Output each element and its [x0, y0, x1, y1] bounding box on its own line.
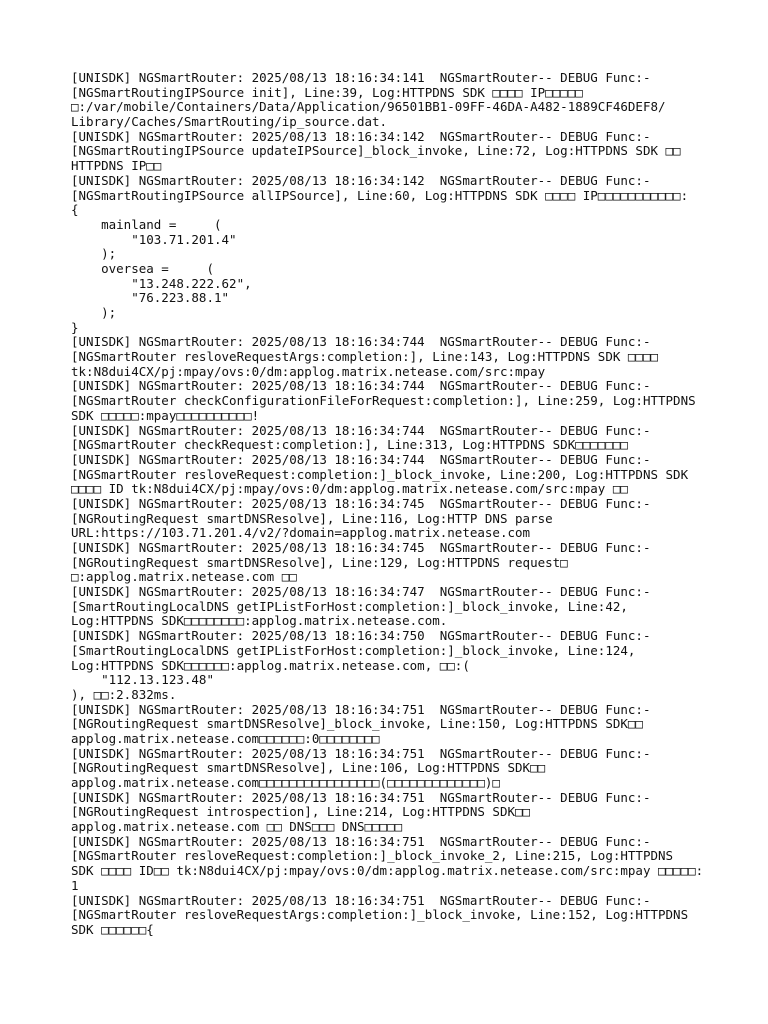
log-line: [UNISDK] NGSmartRouter: 2025/08/13 18:16:34:744 NGSmartRouter-- DEBUG Func:-: [71, 334, 651, 350]
log-line: [NGSmartRouter resloveRequestArgs:completion:], Line:143, Log:HTTPDNS SDK □□□□: [71, 349, 658, 365]
log-line: {: [71, 202, 79, 218]
log-line: Library/Caches/SmartRouting/ip_source.dat.: [71, 114, 388, 130]
log-line: 1: [71, 877, 79, 893]
log-line: [UNISDK] NGSmartRouter: 2025/08/13 18:16:34:751 NGSmartRouter-- DEBUG Func:-: [71, 745, 651, 761]
log-line: [NGRoutingRequest smartDNSResolve], Line:129, Log:HTTPDNS request□: [71, 554, 568, 570]
log-line: [NGRoutingRequest introspection], Line:214, Log:HTTPDNS SDK□□: [71, 804, 531, 820]
log-line: mainland = (: [71, 216, 222, 232]
log-line: [UNISDK] NGSmartRouter: 2025/08/13 18:16:34:751 NGSmartRouter-- DEBUG Func:-: [71, 833, 651, 849]
log-line: URL:https://103.71.201.4/v2/?domain=applog.matrix.netease.com: [71, 525, 531, 541]
log-line: applog.matrix.netease.com□□□□□□:0□□□□□□□□: [71, 730, 380, 746]
log-line: [NGSmartRouter checkConfigurationFileForRequest:completion:], Line:259, Log:HTTPDNS: [71, 393, 696, 409]
log-line: [NGSmartRouter resloveRequest:completion:]_block_invoke, Line:200, Log:HTTPDNS SDK: [71, 466, 689, 482]
log-line: ), □□:2.832ms.: [71, 686, 177, 702]
log-line: [NGSmartRouter resloveRequest:completion:]_block_invoke_2, Line:215, Log:HTTPDNS: [71, 848, 674, 864]
log-line: Log:HTTPDNS SDK□□□□□□:applog.matrix.netease.com, □□:(: [71, 657, 470, 673]
log-line: applog.matrix.netease.com□□□□□□□□□□□□□□□□(□□□□□□□□□□□□□)□: [71, 775, 500, 790]
log-line: [UNISDK] NGSmartRouter: 2025/08/13 18:16:34:751 NGSmartRouter-- DEBUG Func:-: [71, 701, 651, 717]
log-line: [UNISDK] NGSmartRouter: 2025/08/13 18:16:34:745 NGSmartRouter-- DEBUG Func:-: [71, 495, 651, 511]
log-line: [SmartRoutingLocalDNS getIPListForHost:completion:]_block_invoke, Line:124,: [71, 642, 636, 658]
log-line: HTTPDNS IP□□: [71, 158, 162, 174]
log-line: SDK □□□□□:mpay□□□□□□□□□□!: [71, 407, 260, 423]
log-line: [UNISDK] NGSmartRouter: 2025/08/13 18:16:34:744 NGSmartRouter-- DEBUG Func:-: [71, 422, 651, 438]
log-line: □□□□ ID tk:N8dui4CX/pj:mpay/ovs:0/dm:applog.matrix.netease.com/src:mpay □□: [71, 481, 628, 497]
log-line: [UNISDK] NGSmartRouter: 2025/08/13 18:16:34:141 NGSmartRouter-- DEBUG Func:-: [71, 70, 651, 85]
log-line: tk:N8dui4CX/pj:mpay/ovs:0/dm:applog.matrix.netease.com/src:mpay: [71, 363, 546, 379]
log-line: applog.matrix.netease.com □□ DNS□□□ DNS□□□□□: [71, 819, 403, 835]
log-line: [NGRoutingRequest smartDNSResolve]_block_invoke, Line:150, Log:HTTPDNS SDK□□: [71, 716, 643, 732]
log-line: [UNISDK] NGSmartRouter: 2025/08/13 18:16:34:745 NGSmartRouter-- DEBUG Func:-: [71, 540, 651, 555]
log-line: [NGSmartRoutingIPSource updateIPSource]_block_invoke, Line:72, Log:HTTPDNS SDK □□: [71, 143, 681, 159]
log-line: );: [71, 246, 117, 262]
log-line: SDK □□□□ ID□□ tk:N8dui4CX/pj:mpay/ovs:0/dm:applog.matrix.netease.com/src:mpay □□□□□:: [71, 863, 704, 879]
log-line: [NGSmartRoutingIPSource init], Line:39, Log:HTTPDNS SDK □□□□ IP□□□□□: [71, 84, 583, 100]
log-line: [UNISDK] NGSmartRouter: 2025/08/13 18:16:34:142 NGSmartRouter-- DEBUG Func:-: [71, 172, 651, 188]
log-line: □:applog.matrix.netease.com □□: [71, 569, 297, 585]
log-line: SDK □□□□□□{: [71, 921, 154, 937]
log-line: oversea = (: [71, 260, 214, 276]
log-line: [UNISDK] NGSmartRouter: 2025/08/13 18:16:34:142 NGSmartRouter-- DEBUG Func:-: [71, 128, 651, 144]
log-line: □:/var/mobile/Containers/Data/Application/96501BB1-09FF-46DA-A482-1889CF46DEF8/: [71, 99, 666, 115]
log-line: [UNISDK] NGSmartRouter: 2025/08/13 18:16:34:751 NGSmartRouter-- DEBUG Func:-: [71, 892, 651, 908]
log-line: );: [71, 305, 117, 320]
log-line: Log:HTTPDNS SDK□□□□□□□□:applog.matrix.netease.com.: [71, 613, 448, 629]
log-line: [NGSmartRouter resloveRequestArgs:completion:]_block_invoke, Line:152, Log:HTTPDNS: [71, 907, 689, 923]
log-line: [SmartRoutingLocalDNS getIPListForHost:completion:]_block_invoke, Line:42,: [71, 598, 628, 614]
log-line: [UNISDK] NGSmartRouter: 2025/08/13 18:16:34:747 NGSmartRouter-- DEBUG Func:-: [71, 584, 651, 600]
log-line: [UNISDK] NGSmartRouter: 2025/08/13 18:16:34:744 NGSmartRouter-- DEBUG Func:-: [71, 451, 651, 467]
log-line: [UNISDK] NGSmartRouter: 2025/08/13 18:16:34:750 NGSmartRouter-- DEBUG Func:-: [71, 628, 651, 644]
log-text: [71, 71, 703, 938]
log-line: [NGRoutingRequest smartDNSResolve], Line:116, Log:HTTP DNS parse: [71, 510, 553, 526]
log-line: [NGSmartRoutingIPSource allIPSource], Line:60, Log:HTTPDNS SDK □□□□ IP□□□□□□□□□□□:: [71, 187, 689, 203]
log-line: [UNISDK] NGSmartRouter: 2025/08/13 18:16:34:744 NGSmartRouter-- DEBUG Func:-: [71, 378, 651, 394]
log-line: "112.13.123.48": [71, 672, 214, 688]
log-line: [NGSmartRouter checkRequest:completion:], Line:313, Log:HTTPDNS SDK□□□□□□□: [71, 437, 628, 453]
log-line: "103.71.201.4": [71, 231, 237, 247]
log-line: }: [71, 319, 79, 335]
log-line: [UNISDK] NGSmartRouter: 2025/08/13 18:16:34:751 NGSmartRouter-- DEBUG Func:-: [71, 789, 651, 805]
log-line: [NGRoutingRequest smartDNSResolve], Line:106, Log:HTTPDNS SDK□□: [71, 760, 546, 776]
log-line: "76.223.88.1": [71, 290, 230, 306]
log-line: "13.248.222.62",: [71, 275, 252, 291]
